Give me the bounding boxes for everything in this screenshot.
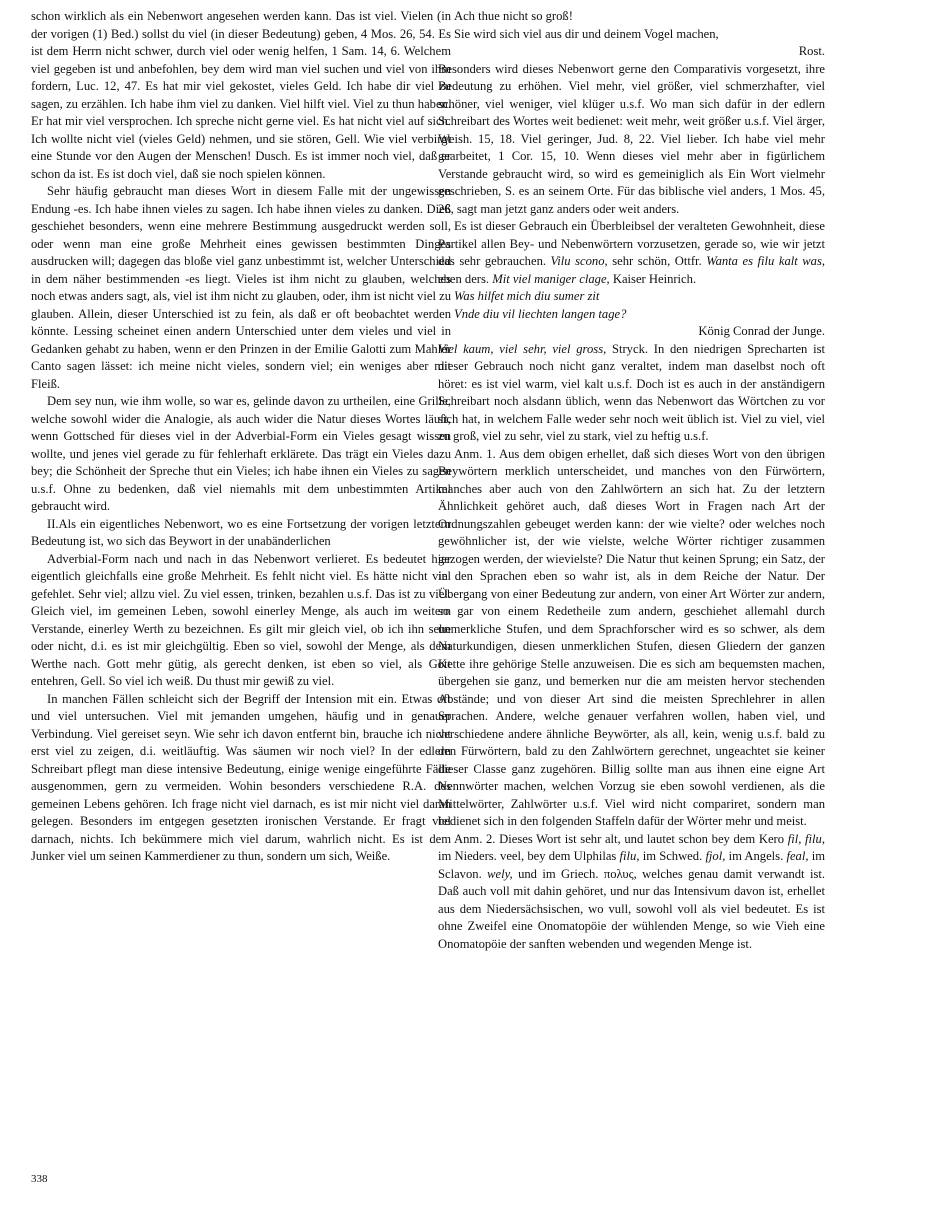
paragraph <box>438 218 825 288</box>
paragraph: Adverbial-Form nach und nach in das Nebenwort verlieret. Es bedeutet hier eigentlich gleichfalls eine große Mehrheit. Es fehlt nicht viel. Es hätte nicht viel gefehlet. Sehr viel; allzu viel. Zu viel essen, trinken, bezahlen u.s.f. Das ist zu viel. Gleich viel, im gemeinen Leben, sowohl einerley Menge, als auch im weitern Verstande, einerley Werth zu bezeichnen. Es gilt mir gleich viel, ob ich ihn sehe oder nicht, d.i. es ist mir gleichgültig. Eben so viel, sowohl der Menge, als dem Werthe nach. Gott mehr gütig, als gerecht denken, ist eben so viel, als Gott entehren, Gell. So viel ich weiß. Du thust mir gewiß zu viel. <box>31 551 451 688</box>
quoted-term: Viel kaum, viel sehr, viel gross, <box>438 341 607 356</box>
quote-line: Was hilfet mich diu sumer zit <box>454 289 600 303</box>
quoted-term: feal, <box>786 849 809 863</box>
text-run: Anm. 2. Dieses Wort ist sehr alt, und lautet schon bey dem Kero <box>454 831 788 846</box>
text-run: sehr schön, Ottfr. <box>607 254 707 268</box>
verse-line: Ach thue nicht so groß! <box>454 9 573 23</box>
quote-line: Vnde diu vil liechten langen tage? <box>454 306 627 321</box>
text-run: Stryck. In den niedrigen Sprecharten ist dieser Gebrauch noch nicht ganz veraltet, indem man daselbst noch oft höret: es ist viel warm, viel kalt u.s.f. Doch ist es auch in der anständigern Schreibart noch alsdann üblich, wenn das Nebenwort das Wörtchen zu vor sich hat, in welchem Falle weder sehr noch weit üblich ist. Viel zu viel, viel zu groß, viel zu sehr, viel zu stark, viel zu heftig u.s.f. <box>438 341 825 443</box>
text-run: Es ist dieser Gebrauch ein Überbleibsel der veralteten Gewohnheit, diese Partikel allen Bey- und Nebenwörtern vorzusetzen, gerade so, wie wir jetzt das sehr gebrauchen. <box>438 219 825 268</box>
right-column <box>438 8 825 953</box>
text-run: eben ders. <box>438 271 493 286</box>
quote-source: König Conrad der Junge. <box>698 324 825 338</box>
section-heading-paragraph: II.Als ein eigentliches Nebenwort, wo es eine Fortsetzung der vorigen letztern Bedeutung ist, wo sich das Beywort in der unabänderlichen <box>31 516 451 548</box>
quoted-term: Mit viel maniger clage, <box>492 271 610 286</box>
quoted-term: fjol, <box>705 849 726 863</box>
paragraph: Sehr häufig gebraucht man dieses Wort in diesem Falle mit der ungewissen Endung -es. Ich habe ihnen vieles zu sagen. Ich habe ihnen vieles zu danken. Dieß geschiehet besonders, wenn eine mehrere Bestimmung ausgedruckt werden soll, oder wenn man eine große Mehrheit eines gewissen bestimmten Dinges ausdrucken will; dagegen das bloße viel ganz unbestimmt ist, welcher Unterschied in dem näher bestimmenden -es liegt. Vieles ist ihm nicht zu glauben, welches noch etwas anders sagt, als, viel ist ihm nicht zu glauben, oder, ihm ist nicht viel zu glauben. Allein, dieser Unterschied ist zu fein, als daß er oft beobachtet werden könnte. Lessing scheinet einen andern Unterschied unter dem vieles und viel in Gedanken gehabt zu haben, wenn er den Prinzen in der Emilie Galotti zum Mahler Canto sagen lässet: ich meine nicht vieles, sondern viel; ein weniges aber mit Fleiß. <box>31 184 451 391</box>
left-column <box>31 8 451 866</box>
verse-source: Rost. <box>798 44 825 58</box>
page-number: 338 <box>31 1173 48 1185</box>
paragraph: schon wirklich als ein Nebenwort angesehen werden kann. Das ist viel. Vielen (in der vorigen (1) Bed.) sollst du viel (in dieser Bedeutung) geben, 4 Mos. 26, 54. Es ist dem Herrn nicht schwer, durch viel oder wenig helfen, 1 Sam. 14, 6. Welchem viel gegeben ist und anbefohlen, bey dem wird man viel suchen und viel von ihm fordern, Luc. 12, 47. Es hat mir viel gekostet, vieles Geld. Ich habe dir viel zu sagen, zu erzählen. Ich habe ihm viel zu danken. Viel hilft viel. Viel zu thun haben. Er hat mir viel versprochen. Ich spreche nicht gerne viel. Es hat nicht viel auf sich. Ich wollte nicht viel (vieles Geld) nehmen, und sie stören, Gell. Wie viel verbirgt eine Stunde vor den Augen der Menschen! Dusch. Es ist immer noch viel, daß er schon da ist. Es ist doch viel, daß sie noch spielen können. <box>31 9 451 181</box>
quoted-term: fil, filu, <box>787 831 826 846</box>
quoted-term: filu, <box>619 849 640 863</box>
text-run: im Nieders. veel, bey dem Ulphilas <box>438 849 620 863</box>
text-run: im Schwed. <box>639 849 706 863</box>
text-run: im Angels. <box>725 849 787 863</box>
quoted-term: Vilu scono, <box>550 254 608 268</box>
note-paragraph: Anm. 1. Aus dem obigen erhellet, daß sich dieses Wort von den übrigen Beywörtern merklich unterscheidet, und manches von den Fürwörtern, manches aber auch von den Zahlwörtern an sich hat. Zu der letztern Ähnlichkeit gehöret auch, daß dieses Wort in Fragen nach Art der Ordnungszahlen gebeuget werden kann: der wie vielte? oder welches noch gewöhnlicher ist, der wie vielste, welche Wörter richtiger zusammen gezogen werden, der wievielste? Die Natur thut keinen Sprung; ein Satz, der in den Sprachen eben so wahr ist, als in dem Reiche der Natur. Der Übergang von einer Bedeutung zur andern, von einer Art Wörter zur andern, so gar von einem Redetheile zum andern, geschiehet allemahl durch unmerkliche Stufen, und dem Sprachforscher wird es so schwer, als dem Naturkundigen, diesen unmerklichen Stufen, diesen Gliedern der ganzen Kette ihre gehörige Stelle anzuweisen. Die es sich am bequemsten machen, übergehen sie ganz, und bemerken nur die am meisten hervor stechenden Abstände; und von dieser Art sind die meisten Sprechlehrer in allen Sprachen. Andere, welche genauer verfahren wollen, haben viel, und verschiedene andere ähnliche Beywörter, als all, kein, wenig u.s.f. bald zu den Fürwörtern, bald zu den Zahlwörtern gerechnet, ungeachtet sie keiner dieser Classe ganz zugehören. Billig sollte man aus ihnen eine eigne Art Nennwörter machen, welchen Vorzug sie eben sowohl verdienen, als die Mittelwörter, Zahlwörter u.s.f. Viel wird nicht compariret, sondern man bedienet sich in den folgenden Staffeln dafür der Wörter mehr und meist. <box>438 446 825 828</box>
quoted-term: wely, <box>487 866 513 881</box>
text-run: und im Griech. πολυς, welches genau damit verwandt ist. Daß auch voll mit dahin gehöret, und nur das Intensivum davon ist, erhellet aus dem Niedersächsischen, wo vull, sowohl voll als viel bedeutet. Es ist ohne Zweifel eine Onomatopöie der wühlenden Menge, so wie Vieh eine Onomatopöie der sanften webenden und wegenden Menge ist. <box>438 866 825 951</box>
note-paragraph <box>438 831 825 954</box>
paragraph: Dem sey nun, wie ihm wolle, so war es, gelinde davon zu urtheilen, eine Grille, welche sowohl wider die Analogie, als auch wider die Natur dieses Wortes läuft, wenn Gottsched für dieses viel in der Adverbial-Form ein Vieles gesagt wissen wollte, und jenes viel gerade zu für fehlerhaft erklärete. Das trägt ein Vieles dazu bey; die Schönheit der Spreche thut ein Vieles; ich habe ihnen ein Vieles zu sagen u.s.f. Ohne zu bedenken, daß viel niemahls mit dem unbestimmten Artikel gebraucht wird. <box>31 394 451 513</box>
quoted-term: Wanta es filu kalt was, <box>706 254 826 268</box>
paragraph: Besonders wird dieses Nebenwort gerne den Comparativis vorgesetzt, ihre Bedeutung zu erhöhen. Viel mehr, viel größer, viel schmerzhafter, viel schöner, viel weniger, viel klüger u.s.f. Wo man sich dafür in der edlern Schreibart des Wortes weit bedienet: weit mehr, weit größer u.s.f. Viel ärger, Weish. 15, 18. Viel geringer, Jud. 8, 22. Viel lieber. Ich habe viel mehr gearbeitet, 1 Cor. 15, 10. Wenn dieses viel mehr aber in figürlichem Verstande gebraucht wird, so wird es gemeiniglich als Ein Wort vielmehr geschrieben, S. es an seinem Orte. Für das biblische viel anders, 1 Mos. 45, 26, sagt man jetzt ganz anders oder weit anders. <box>438 61 825 216</box>
paragraph: In manchen Fällen schleicht sich der Begriff der Intension mit ein. Etwas oft und viel untersuchen. Viel mit jemanden umgehen, häufig und in genauer Verbindung. Viel gereiset seyn. Wie sehr ich davon entfernt bin, brauche ich nicht erst viel zu zeigen, d.i. weitläuftig. Was säumen wir noch viel? In der edlern Schreibart pflegt man diese intensive Bedeutung, einige wenige eingeführte Fälle ausgenommen, gern zu vermeiden. Wohin besonders verschiedene R.A. des gemeinen Lebens gehören. Ich frage nicht viel darnach, es ist mir nicht viel daran gelegen. Besonders im entgegen gesetzten ironischen Verstande. Er fragt viel darnach, nichts. Ich bekümmere mich viel darum, wahrlich nicht. Es ist dem Junker viel um seinen Kammerdiener zu thun, sondern um sich, Weiße. <box>31 691 451 863</box>
text-run: im Sclavon. <box>438 849 826 881</box>
verse-line: Sie wird sich viel aus dir und deinem Vogel machen, <box>454 26 719 41</box>
paragraph <box>438 341 825 446</box>
text-run: Kaiser Heinrich. <box>609 271 697 286</box>
